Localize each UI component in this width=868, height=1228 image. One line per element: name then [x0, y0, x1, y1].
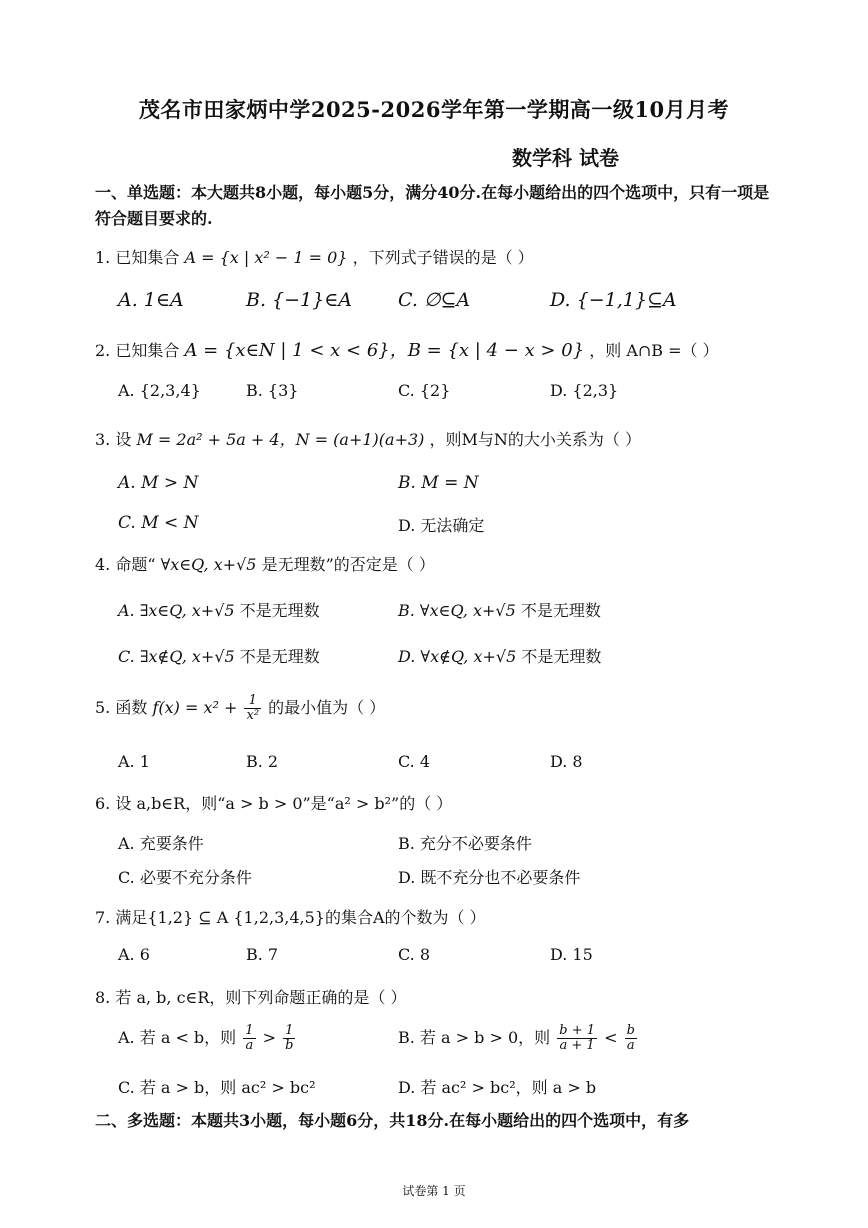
q2-option-d: D. {2,3} [550, 381, 619, 400]
q3-option-b: B. M = N [398, 473, 479, 493]
section-2-heading: 二、多选题：本题共3小题，每小题6分，共18分.在每小题给出的四个选项中，有多 [95, 1111, 690, 1130]
q5-fraction-numerator: 1 [244, 694, 261, 709]
q8-option-a [118, 1024, 297, 1053]
q8-option-b-fraction-2 [625, 1024, 637, 1053]
page-footer: 试卷第 1 页 [402, 1184, 466, 1198]
q8-option-a-fraction-2 [283, 1024, 295, 1053]
q2-stem-post: ，则 A∩B =（ ） [589, 341, 719, 360]
question-7-stem: 7. 满足{1,2} ⊆ A {1,2,3,4,5}的集合A的个数为（ ） [95, 908, 486, 927]
q4-option-b-math: B. ∀x∈Q, x+√5 [398, 601, 516, 620]
q8-option-b-op: < [604, 1028, 618, 1047]
q5-fraction [244, 694, 261, 723]
q5-option-b: B. 2 [246, 752, 279, 771]
q3-option-a: A. M > N [118, 473, 199, 493]
q4-option-a-text: 不是无理数 [239, 601, 320, 620]
question-5-stem [95, 694, 385, 723]
q1-option-d: D. {−1,1}⊆A [550, 289, 677, 311]
q8-b-num2: b [626, 1023, 635, 1038]
q8-a-num1: 1 [245, 1023, 254, 1038]
exam-subtitle: 数学科 试卷 [512, 146, 619, 170]
q8-option-a-op: > [262, 1028, 277, 1047]
q4-option-a [118, 598, 320, 621]
q6-option-b: B. 充分不必要条件 [398, 834, 532, 853]
exam-title: 茂名市田家炳中学2025-2026学年第一学期高一级10月月考 [138, 97, 730, 122]
question-8-stem: 8. 若 a, b, c∈R，则下列命题正确的是（ ） [95, 988, 407, 1007]
q8-option-a-fraction-1 [243, 1024, 255, 1053]
q5-option-d: D. 8 [550, 752, 583, 771]
q2-option-b: B. {3} [246, 381, 299, 400]
q2-stem-pre: 2. 已知集合 [95, 341, 180, 360]
q3-stem-post: ，则M与N的大小关系为（ ） [429, 430, 641, 449]
question-6-stem: 6. 设 a,b∈R，则“a > b > 0”是“a² > b²”的（ ） [95, 794, 453, 813]
q4-option-a-math: A. ∃x∈Q, x+√5 [118, 601, 235, 620]
q5-option-c: C. 4 [398, 752, 431, 771]
q7-option-d: D. 15 [550, 945, 593, 964]
q8-option-d: D. 若 ac² > bc²，则 a > b [398, 1078, 597, 1097]
q8-b-den1: a + 1 [559, 1038, 595, 1053]
q8-b-num1: b + 1 [559, 1023, 595, 1038]
q5-fraction-denominator: x² [246, 708, 260, 723]
q8-b-den2: a [626, 1038, 635, 1053]
q8-a-den2: b [285, 1038, 294, 1053]
section-1-heading: 一、单选题：本大题共8小题，每小题5分，满分40分.在每小题给出的四个选项中，只有一项是符合题目要求的. [95, 183, 770, 228]
question-3-stem [95, 427, 641, 450]
q2-option-a: A. {2,3,4} [118, 381, 201, 400]
q2-stem-math: A = {x∈N | 1 < x < 6}，B = {x | 4 − x > 0} [184, 340, 585, 361]
q3-option-c: C. M < N [118, 513, 199, 533]
q4-option-b-text: 不是无理数 [520, 601, 601, 620]
q1-stem-math: A = {x | x² − 1 = 0} [184, 248, 348, 267]
question-4-stem [95, 552, 435, 575]
q1-option-a: A. 1∈A [118, 289, 184, 311]
q8-a-num2: 1 [283, 1024, 295, 1039]
question-2-stem [95, 336, 719, 362]
q4-stem-post: 是无理数”的否定是（ ） [261, 555, 435, 574]
q3-stem-math: M = 2a² + 5a + 4，N = (a+1)(a+3) [136, 430, 425, 449]
q4-stem-math: ∀x∈Q, x+√5 [160, 555, 257, 574]
q8-option-c: C. 若 a > b，则 ac² > bc² [118, 1078, 316, 1097]
q8-option-b [398, 1024, 639, 1053]
q3-option-d: D. 无法确定 [398, 516, 485, 535]
q4-option-d [398, 644, 601, 667]
q8-a-den1: a [245, 1038, 254, 1053]
q1-option-c: C. ∅⊆A [398, 289, 471, 311]
q1-stem-post: ，下列式子错误的是（ ） [352, 248, 534, 267]
q8-option-a-pre: A. 若 a < b，则 [118, 1028, 237, 1047]
q4-option-c-text: 不是无理数 [239, 647, 320, 666]
q5-stem-post: 的最小值为（ ） [268, 698, 386, 717]
q4-option-b [398, 598, 601, 621]
q4-option-d-math: D. ∀x∉Q, x+√5 [398, 647, 517, 666]
q1-option-b: B. {−1}∈A [246, 289, 353, 311]
question-1-stem [95, 245, 534, 268]
q4-option-c-math: C. ∃x∉Q, x+√5 [118, 647, 235, 666]
q5-option-a: A. 1 [118, 752, 150, 771]
q7-option-a: A. 6 [118, 945, 150, 964]
q7-option-b: B. 7 [246, 945, 279, 964]
q7-option-c: C. 8 [398, 945, 431, 964]
q6-option-c: C. 必要不充分条件 [118, 868, 252, 887]
q4-option-d-text: 不是无理数 [521, 647, 602, 666]
q8-option-b-fraction-1 [557, 1024, 597, 1053]
q4-option-c [118, 644, 320, 667]
q5-stem-math: f(x) = x² + [152, 698, 238, 717]
q5-stem-pre: 5. 函数 [95, 698, 148, 717]
q6-option-a: A. 充要条件 [118, 834, 204, 853]
q4-stem-pre: 4. 命题“ [95, 555, 156, 574]
q6-option-d: D. 既不充分也不必要条件 [398, 868, 581, 887]
q8-option-b-pre: B. 若 a > b > 0，则 [398, 1028, 551, 1047]
q1-stem-pre: 1. 已知集合 [95, 248, 180, 267]
q2-option-c: C. {2} [398, 381, 451, 400]
q3-stem-pre: 3. 设 [95, 430, 132, 449]
